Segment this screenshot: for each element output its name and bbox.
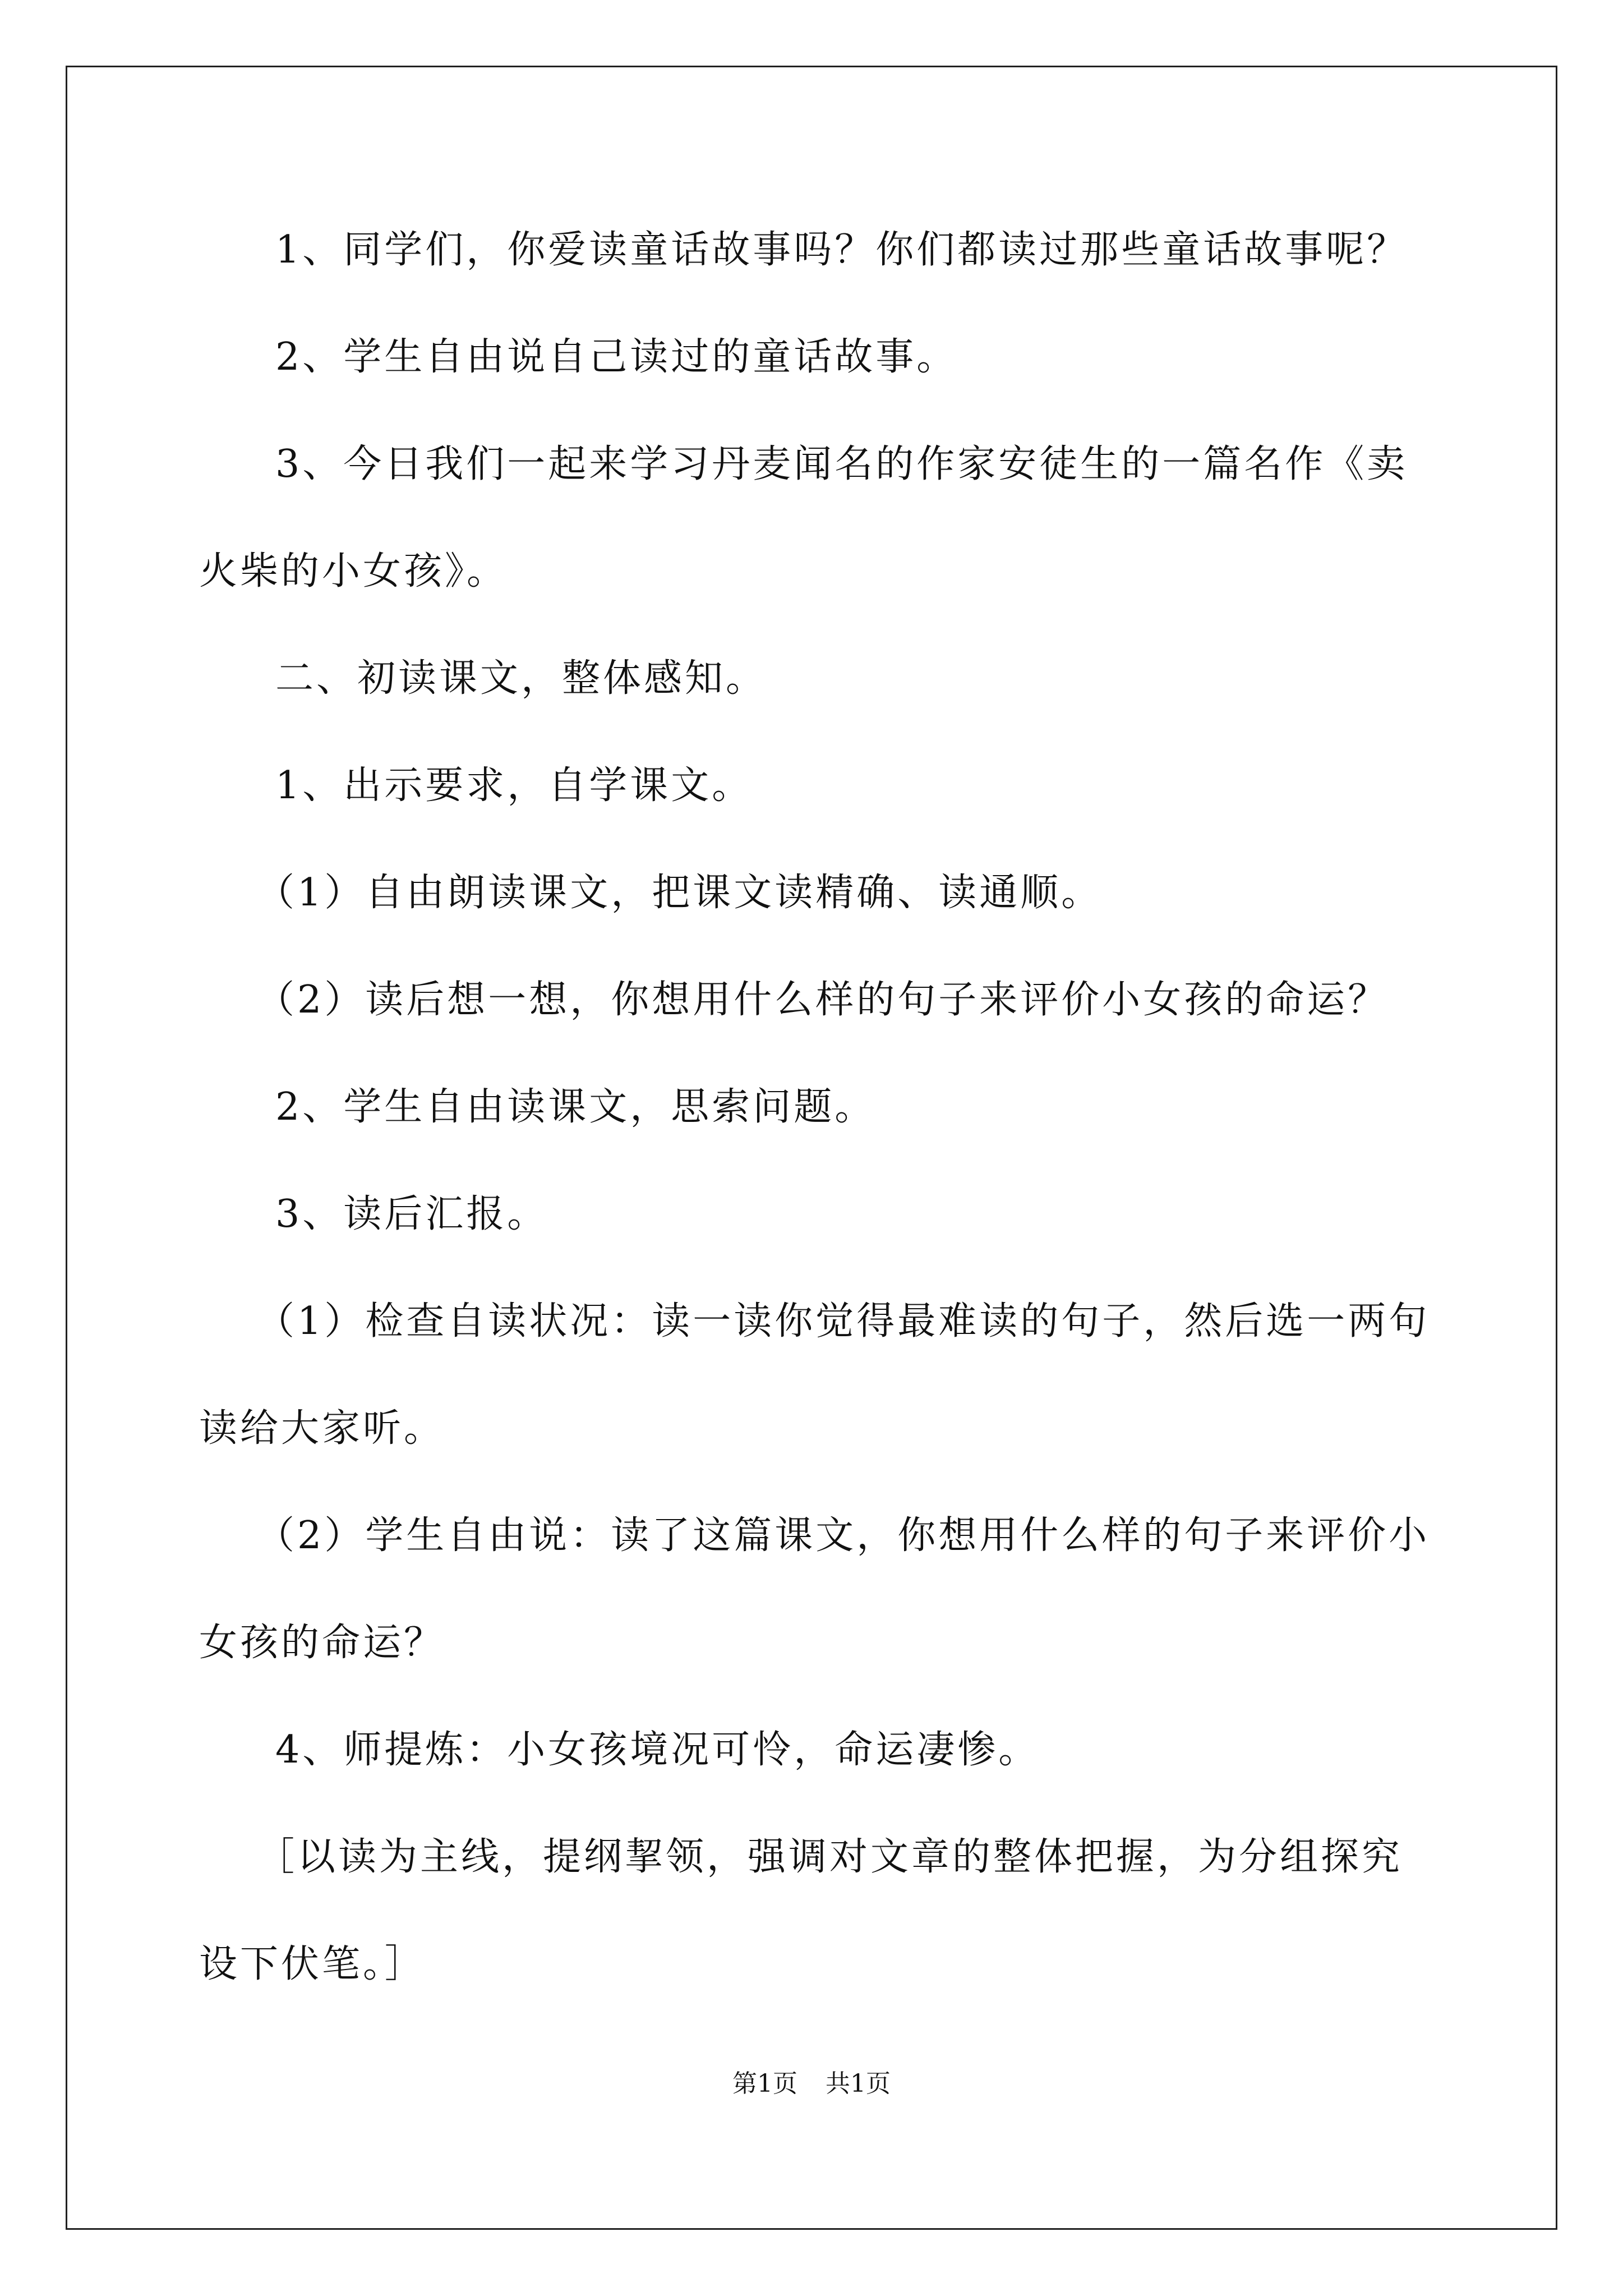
- paragraph: 2、学生自由读课文，思索问题。: [275, 1085, 876, 1129]
- paragraph: 3、今日我们一起来学习丹麦闻名的作家安徒生的一篇名作《卖火柴的小女孩》。: [199, 442, 1408, 593]
- paragraph: 4、师提炼：小女孩境况可怜，命运凄惨。: [275, 1728, 1040, 1772]
- document-body: [199, 196, 1433, 2018]
- paragraph: 2、学生自由说自己读过的童话故事。: [275, 335, 958, 379]
- section-heading: 二、初读课文，整体感知。: [275, 656, 767, 701]
- page-number-total: 共1页: [826, 2069, 891, 2098]
- paragraph: （1）检查自读状况：读一读你觉得最难读的句子，然后选一两句读给大家听。: [199, 1299, 1430, 1451]
- paragraph: 1、出示要求，自学课文。: [275, 763, 753, 808]
- paragraph: （2）学生自由说：读了这篇课文，你想用什么样的句子来评价小女孩的命运？: [199, 1513, 1430, 1665]
- paragraph: 1、同学们，你爱读童话故事吗？你们都读过那些童话故事呢？: [275, 228, 1408, 272]
- paragraph: （1）自由朗读课文，把课文读精确、读通顺。: [256, 871, 1103, 915]
- paragraph: ［以读为主线，提纲挈领，强调对文章的整体把握，为分组探究设下伏笔。］: [199, 1835, 1403, 1986]
- paragraph: 3、读后汇报。: [275, 1192, 548, 1236]
- paragraph: （2）读后想一想，你想用什么样的句子来评价小女孩的命运？: [256, 978, 1389, 1022]
- page-number-current: 第1页: [732, 2069, 797, 2098]
- page-footer: [0, 2063, 1623, 2099]
